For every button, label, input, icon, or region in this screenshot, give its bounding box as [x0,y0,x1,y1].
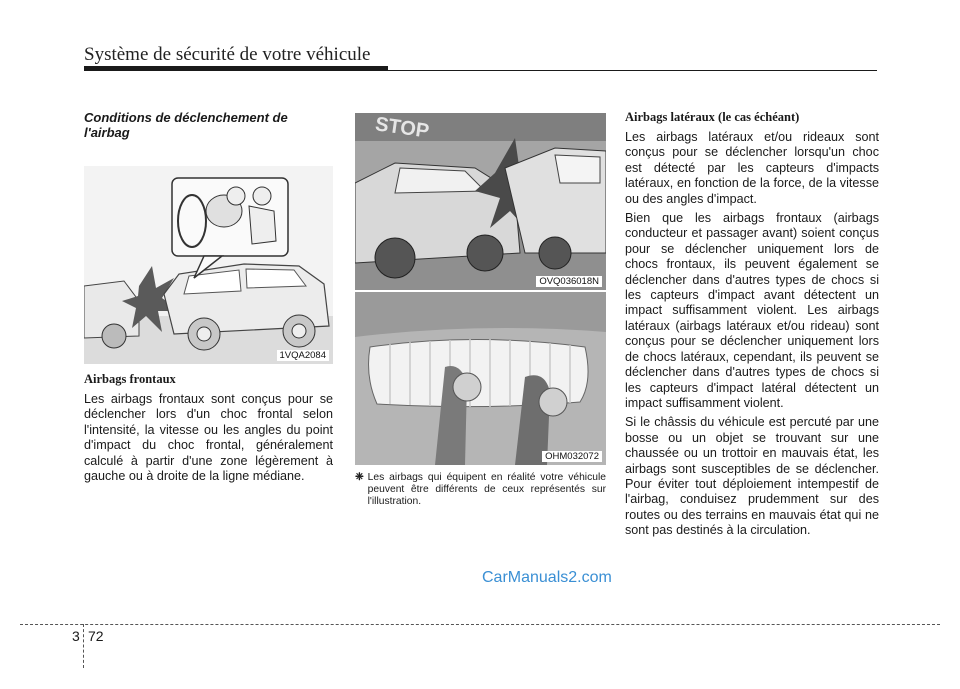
figure-code-label: 1VQA2084 [277,350,329,361]
side-airbags-paragraph-3: Si le châssis du véhicule est percuté par une bosse ou un objet se trouvant sur une chaussée ou un trottoir en mauvais état, les airbags sont susceptibles de se déclencher. Pour éviter tout déploiement intempestif de l'airbag, conduisez prudemment sur des routes ou des terrains en mauvais état qui ne sont pas destinés à la circulation. [625,415,879,538]
right-column [625,110,879,539]
curtain-airbag-drawing [355,292,606,465]
side-airbags-paragraph-1: Les airbags latéraux et/ou rideaux sont conçus pour se déclencher lorsqu'un choc est détecté par les capteurs d'impacts latéraux, en fonction de la force, de la vitesse ou des angles d'impact. [625,130,879,206]
note-text: Les airbags qui équipent en réalité votre véhicule peuvent être différents de ceux représentés sur l'illustration. [367,472,606,507]
figure-code-label: OVQ036018N [536,276,602,287]
frontal-crash-drawing [84,166,333,364]
illustration-note [355,472,606,508]
page-number: 72 [88,628,104,644]
frontal-crash-illustration [84,166,333,364]
note-symbol-icon: ❈ [355,472,364,483]
side-airbags-heading: Airbags latéraux (le cas échéant) [625,110,800,124]
frontal-airbags-heading: Airbags frontaux [84,372,176,386]
chapter-number: 3 [72,628,80,644]
header-rule-thin [388,70,877,71]
watermark-link[interactable]: CarManuals2.com [482,569,612,586]
stop-road-marking: STOP [373,113,431,143]
footer-dashed-rule [20,624,940,625]
side-airbags-paragraph-2: Bien que les airbags frontaux (airbags conducteur et passager avant) soient conçus pour se déclencher uniquement lors de chocs frontaux, ils peuvent également se déclencher dans d'autres types de chocs si les capteurs d'impact avant détectent un impact suffisamment violent. Les airbags latéraux (airbags latéraux et/ou rideau) sont conçus pour se déclencher uniquement lors de chocs latéraux, cependant, ils peuvent se déclencher dans d'autres types de chocs si les capteurs d'impact latéral détectent un impact suffisamment violent. [625,211,879,410]
side-crash-illustration [355,113,606,290]
left-column [84,110,333,484]
section-title: Conditions de déclenchement de l'airbag [84,110,288,140]
page-header-title: Système de sécurité de votre véhicule [84,44,371,65]
side-crash-drawing [355,113,606,290]
frontal-airbags-paragraph: Les airbags frontaux sont conçus pour se déclencher lors d'un choc frontal selon l'intensité, la vitesse ou les angles du point d'impact du choc frontal, généralement calculé à partir d'une zone légèrement à gauche ou à droite de la ligne médiane. [84,392,333,484]
curtain-airbag-illustration [355,292,606,465]
header-rule-thick [84,66,388,71]
footer-vertical-rule [83,624,84,668]
figure-code-label: OHM032072 [542,451,602,462]
middle-column [355,113,606,508]
